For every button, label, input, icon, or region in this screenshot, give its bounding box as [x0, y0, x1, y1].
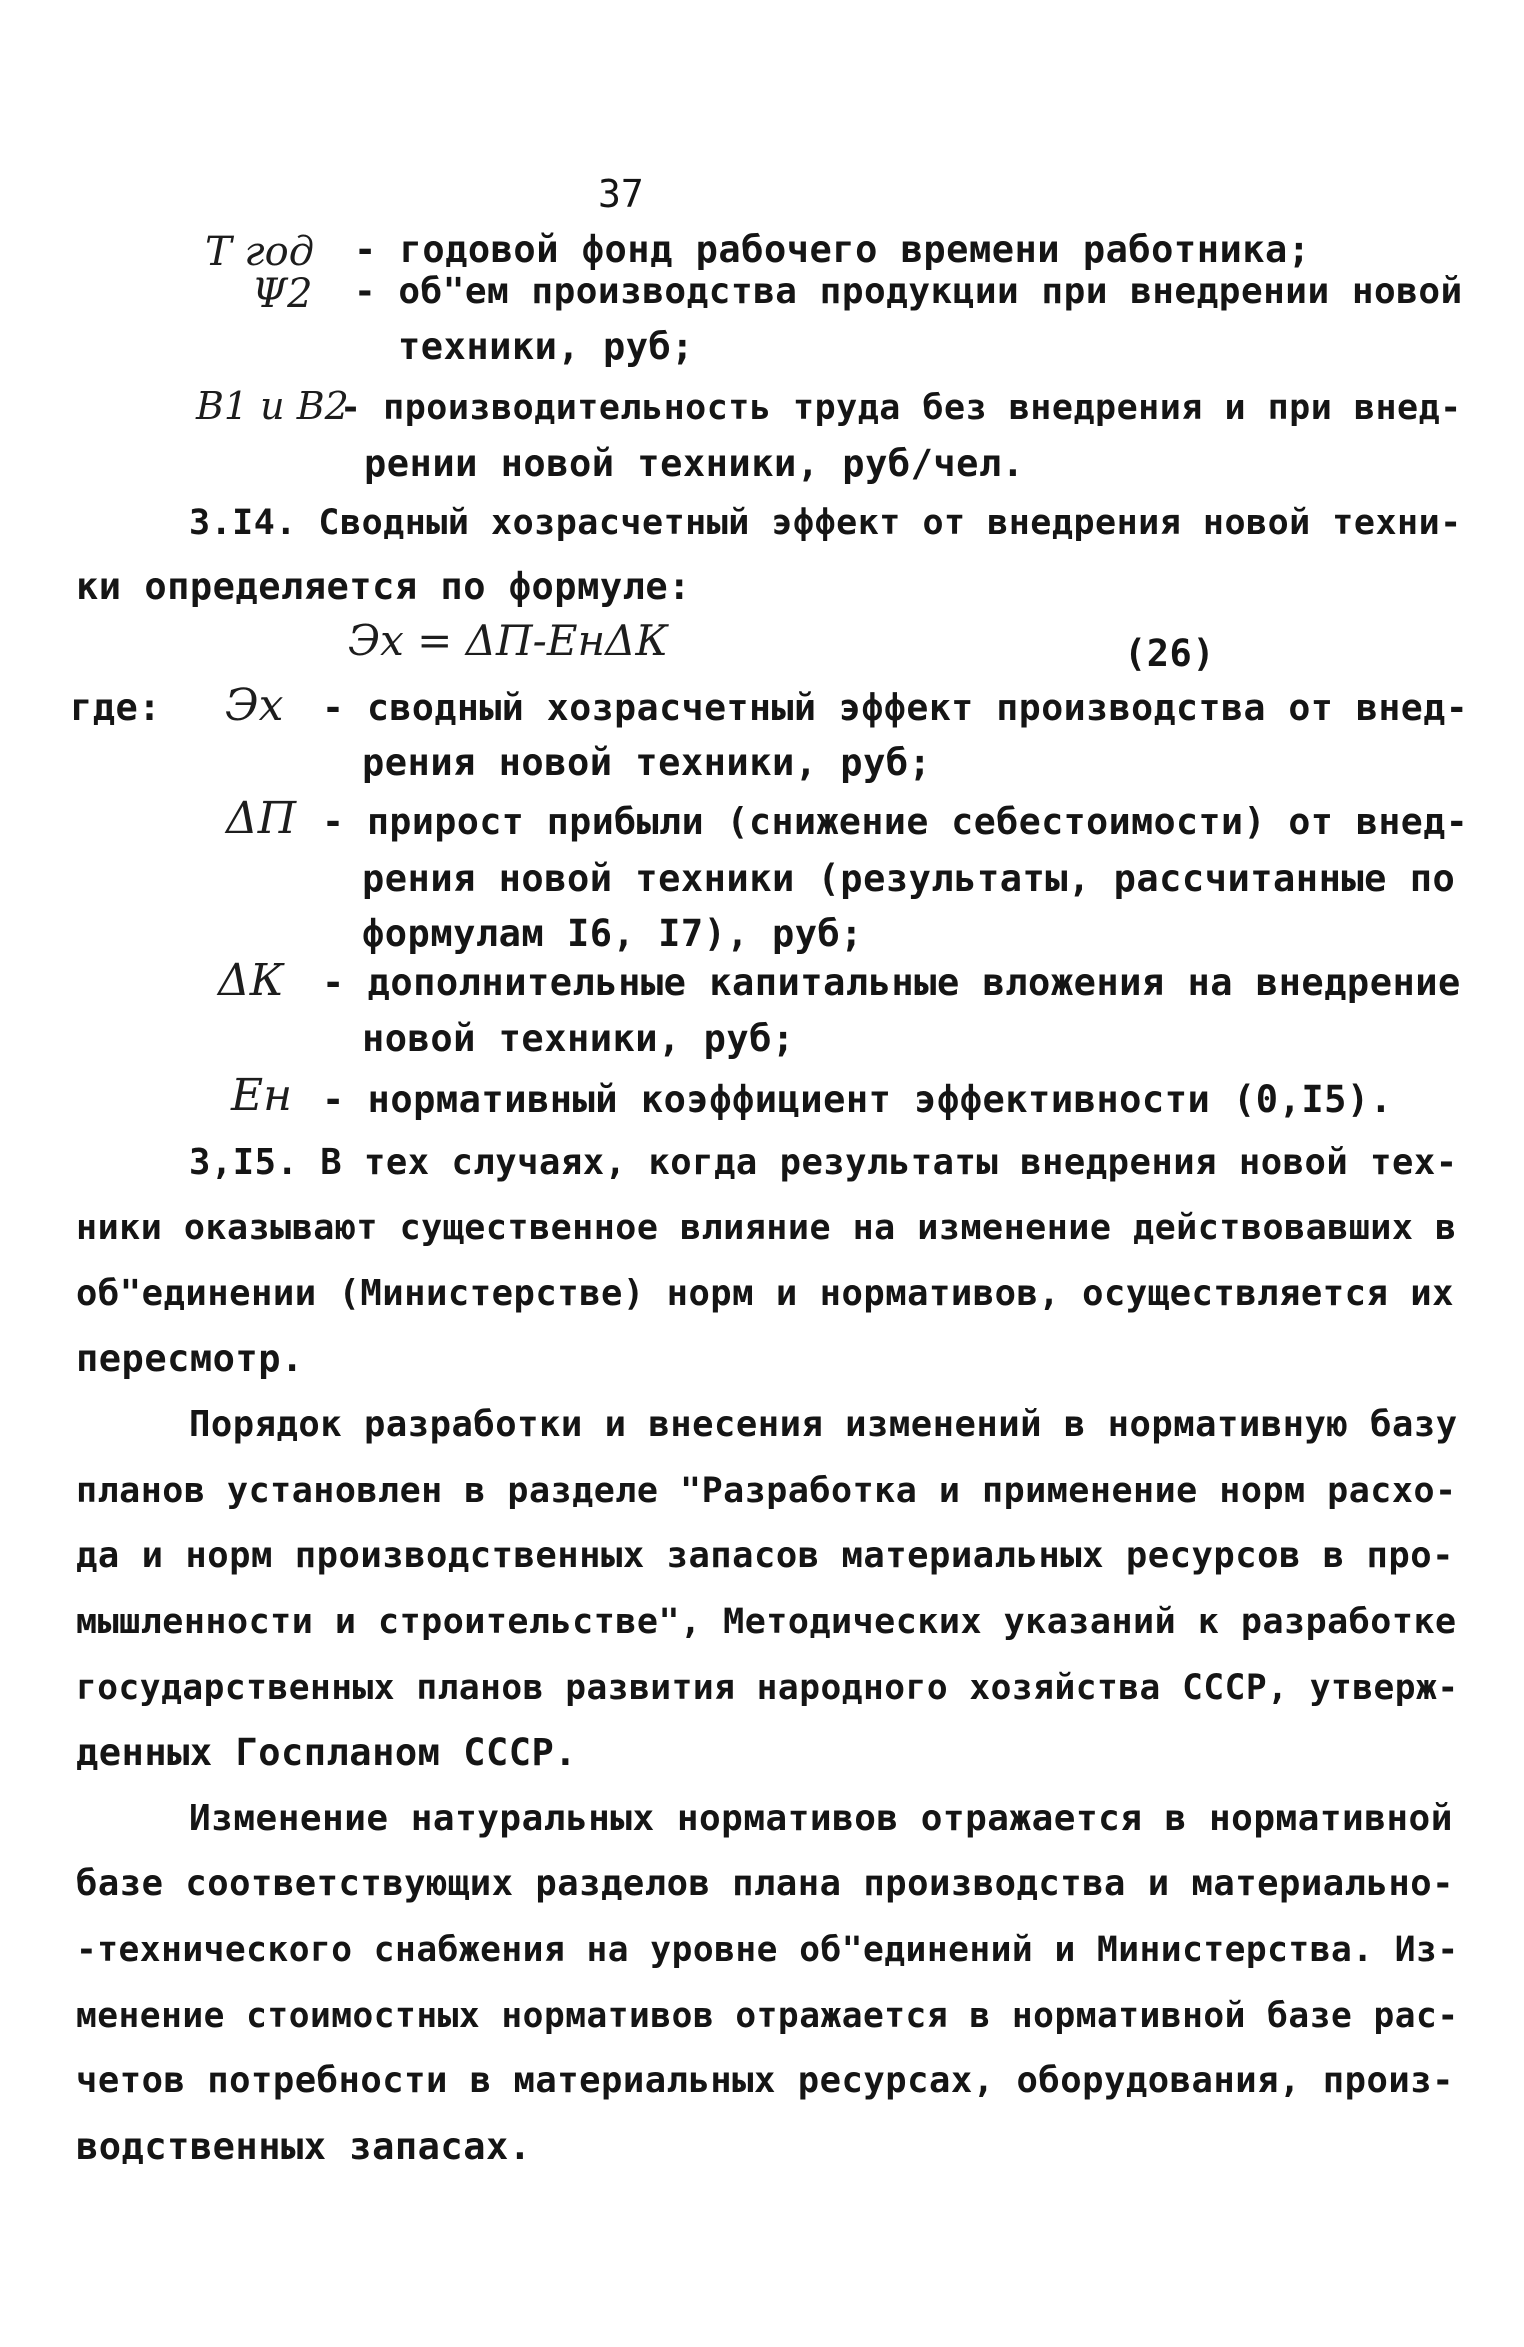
paragraph-3-line4: менение стоимостных нормативов отражается в нормативной базе рас- — [76, 1996, 1459, 2036]
definition-t-god: - годовой фонд рабочего времени работника; — [354, 228, 1311, 271]
page-number: 37 — [598, 172, 644, 216]
paragraph-3-line5: четов потребности в материальных ресурсах, оборудования, произ- — [76, 2060, 1454, 2101]
definition-delta-k-line1: - дополнительные капитальные вложения на внедрение — [322, 961, 1461, 1004]
definition-b1-b2-line1: - производительность труда без внедрения и при внед- — [340, 388, 1462, 428]
symbol-delta-p: ΔП — [226, 793, 297, 844]
paragraph-2-line2: планов установлен в разделе "Разработка и применение норм расхо- — [76, 1471, 1457, 1511]
symbol-delta-k: ΔК — [218, 955, 284, 1006]
definition-delta-p-line2: рения новой техники (результаты, рассчитанные по — [362, 857, 1456, 900]
where-label: где: — [70, 686, 162, 729]
symbol-t-god: T год — [205, 229, 315, 275]
paragraph-2-line6: денных Госпланом СССР. — [76, 1731, 578, 1774]
paragraph-3-15-line2: ники оказывают существенное влияние на изменение действовавших в — [76, 1208, 1457, 1248]
section-3-14-line1: 3.I4. Сводный хозрасчетный эффект от внедрения новой техни- — [189, 503, 1462, 543]
definition-ex-line2: рения новой техники, руб; — [362, 741, 932, 784]
definition-psi2-line1: - об"ем производства продукции при внедрении новой — [354, 271, 1463, 312]
section-3-14-line2: ки определяется по формуле: — [76, 565, 691, 608]
definition-b1-b2-line2: рении новой техники, руб/чел. — [364, 442, 1025, 485]
definition-psi2-line2: техники, руб; — [398, 325, 695, 368]
definition-delta-p-line3: формулам I6, I7), руб; — [362, 912, 864, 955]
definition-delta-p-line1: - прирост прибыли (снижение себестоимости) от внед- — [322, 800, 1469, 843]
paragraph-3-line2: базе соответствующих разделов плана производства и материально- — [76, 1863, 1454, 1904]
paragraph-2-line1: Порядок разработки и внесения изменений в нормативную базу — [189, 1404, 1458, 1445]
paragraph-2-line5: государственных планов развития народного хозяйства СССР, утверж- — [76, 1668, 1459, 1708]
paragraph-3-15-line3: об"единении (Министерстве) норм и нормативов, осуществляется их — [76, 1273, 1454, 1314]
formula-number: (26) — [1124, 632, 1216, 675]
paragraph-3-line1: Изменение натуральных нормативов отражается в нормативной — [189, 1798, 1453, 1839]
definition-delta-k-line2: новой техники, руб; — [362, 1017, 795, 1060]
definition-en: - нормативный коэффициент эффективности (0,I5). — [322, 1078, 1393, 1121]
paragraph-2-line3: да и норм производственных запасов материальных ресурсов в про- — [76, 1535, 1454, 1576]
formula: Эх = ΔП-ЕнΔК — [348, 616, 669, 665]
paragraph-2-line4: мышленности и строительстве", Методических указаний к разработке — [76, 1602, 1457, 1642]
symbol-psi2: Ψ2 — [252, 271, 313, 317]
definition-ex-line1: - сводный хозрасчетный эффект производства от внед- — [322, 686, 1469, 729]
paragraph-3-15-line1: 3,I5. В тех случаях, когда результаты внедрения новой тех- — [189, 1142, 1458, 1183]
symbol-ex: Эх — [225, 680, 284, 731]
symbol-en: Ен — [231, 1070, 293, 1121]
paragraph-3-line3: -технического снабжения на уровне об"единений и Министерства. Из- — [76, 1930, 1459, 1970]
symbol-b1-b2: В1 и В2 — [196, 384, 349, 428]
paragraph-3-line6: водственных запасах. — [76, 2125, 532, 2168]
paragraph-3-15-line4: пересмотр. — [76, 1337, 304, 1380]
